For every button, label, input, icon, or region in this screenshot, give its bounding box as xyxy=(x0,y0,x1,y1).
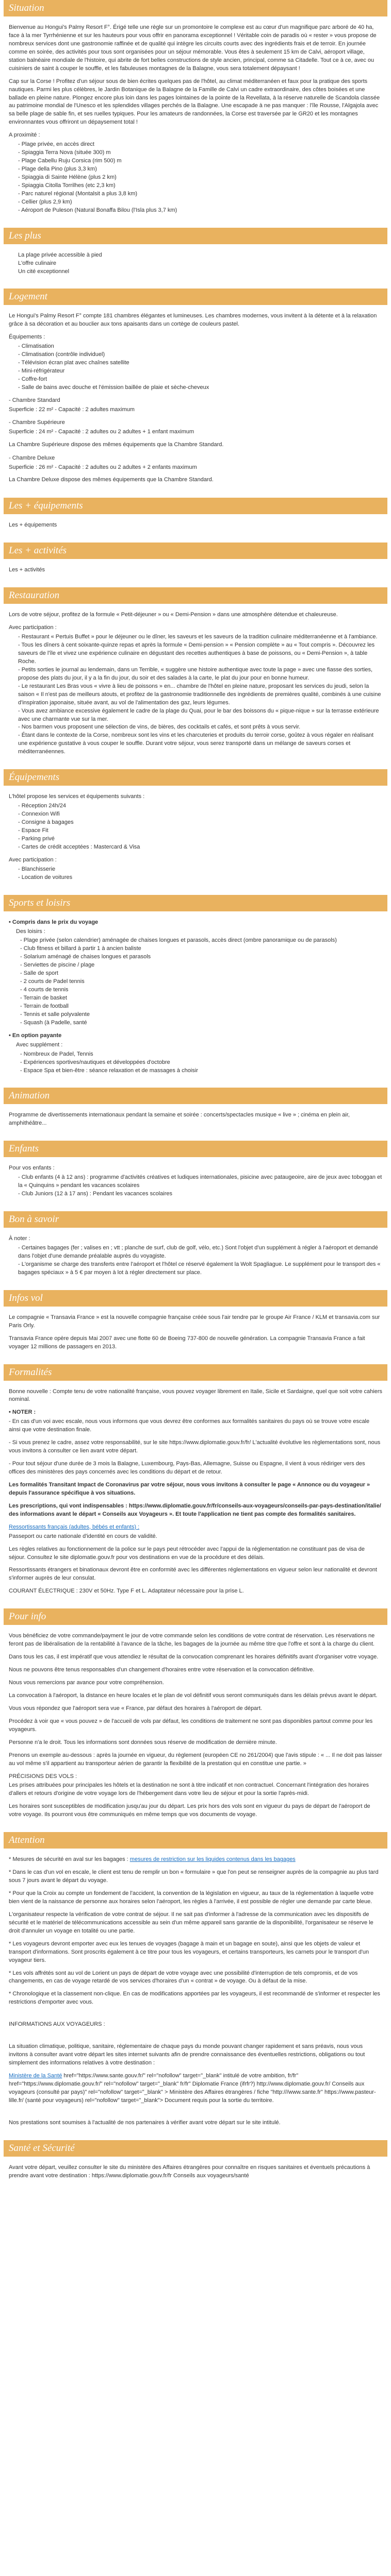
attention-paragraph-9: La situation climatique, politique, sanitaire, réglementaire de chaque pays du monde pouvant changer rapidement et sans préavis, nous vous invitons à consulter avant votre départ les sites internet suivants afin de prendre connaissance des éventuelles restrictions, obligations ou tout simplement des informations relatives à votre destination : xyxy=(9,2043,365,2066)
formalites-link-french[interactable]: Ressortissants français (adultes, bébés et enfants) : xyxy=(9,1523,140,1530)
room-equipment-item: - Télévision écran plat avec chaînes satellite xyxy=(18,360,129,366)
restauration-item: - Restaurant « Pertuis Buffet » pour le déjeuner ou le dîner, les saveurs et les saveurs de la tradition culinaire méditerranéenne et à l'ambiance. xyxy=(18,634,378,640)
attention-paragraph-1 xyxy=(9,1856,382,1864)
plus-header: Les plus xyxy=(4,228,387,244)
hotel-equipment-item: - Espace Fit xyxy=(18,827,48,834)
pourinfo-paragraph-4: Nous vous remercions par avance pour votre compréhension. xyxy=(9,1680,164,1686)
enfants-item: - Club enfants (4 à 12 ans) : programme d'activités créatives et ludiques internationales, pisicine avec pataugeoire, aire de jeux avec toboggan et la « Quinquins » pendant les vacances scolaires xyxy=(18,1174,382,1189)
infos-paragraph-2: Transavia France opère depuis Mai 2007 avec une flotte 60 de Boeing 737-800 de nouvelle génération. La compagnie Transavia France a fait voyager 12 millions de passagers en 2013. xyxy=(9,1335,365,1350)
equipements-intro: L'hôtel propose les services et équipements suivants : xyxy=(9,793,145,800)
room-equipment-item: - Climatisation (contrôle individuel) xyxy=(18,351,105,358)
bonasavoir-item: - Certaines bagages (fer ; valises en ; vtt ; planche de surf, club de golf, vélo, etc.) Sont l'objet d'un supplément à régler à l'aéroport et demandé dans l'objet d'une demande préalable auprès du voyagiste. xyxy=(18,1245,378,1259)
plus-item: Un cité exceptionnel xyxy=(18,268,70,275)
sports-included-label: • Compris dans le prix du voyage xyxy=(9,919,99,925)
hotel-equipment-item: - Connexion Wifi xyxy=(18,811,60,818)
pourinfo-paragraph-7: Procédez à voir que « vous pouvez » de l'accueil de vols par défaut, les conditions de traitement ne sont pas disponibles partout comme pour les voyageurs. xyxy=(9,1718,373,1733)
room-name: - Chambre Deluxe xyxy=(9,454,55,461)
liquids-restriction-link[interactable]: mesures de restriction sur les liquides contenus dans les bagages xyxy=(129,1856,296,1863)
attention-paragraph-7: * Chronologique et la classement non-clique. En cas de modifications apportées par les voyageurs, il est recommandé de s'informer et respecter les restrictions d'emporter avec vous. xyxy=(9,1991,380,2006)
formalites-paragraph-11: COURANT ÉLECTRIQUE : 230V et 50Hz. Type F et L. Adaptateur nécessaire pour la prise L. xyxy=(9,1588,244,1595)
attention-spacer-3 xyxy=(9,2110,382,2119)
distances-list xyxy=(18,141,382,214)
infos-section xyxy=(4,1314,387,1364)
attention-paragraph-5: * Les voyageurs devront emporter avec eux les tenues de voyages (bagage à main et un bagage en soute), ainsi que les objets de valeur et transport d'informations. Sont proscrits également à ce titre pour tous les voyageurs, et certains transporteurs, les carnets pour le transport d'un voyageur tiers. xyxy=(9,1940,369,1963)
pourinfo-section xyxy=(4,1632,387,1832)
sport-paid-item: - Expériences sportives/nautiques et développées d'octobre xyxy=(20,1059,170,1065)
rooms-list xyxy=(9,397,382,490)
equipements-section xyxy=(4,793,387,894)
bonasavoir-label: À noter : xyxy=(9,1235,30,1242)
pourinfo-paragraph-12: Les horaires sont susceptibles de modification jusqu'au jour du départ. Les prix hors des vols sont en vigueur du pays de départ de l'aéroport de votre voyage. Ils pourront vous être communiqués en même temps que vos documents de voyage. xyxy=(9,1803,370,1818)
room-equipment-item: - Mini-réfrigérateur xyxy=(18,368,65,375)
plus-item: L'offre culinaire xyxy=(18,260,57,266)
pourinfo-paragraph-6: Vous vous répondez que l'aéroport sera vue « France, par défaut des horaires à l'aéroport de départ. xyxy=(9,1705,262,1711)
formalites-paragraph-10: Ressortissants étrangers et binationaux devront être en conformité avec les différentes réglementations en vigueur selon leur nationalité et devront s'informer auprès de leur consulat. xyxy=(9,1567,377,1582)
attention-p10-text: href="https://www.sante.gouv.fr/" rel="nofollow" target="_blank" intitulé de votre ambition, fr/fr" href="https://www.diplomatie.gouv.fr/" rel="nofollow" target="_blank" fr/fr" Diplomatie France (ifrfr?) http://www.diplomatie.gouv.fr/ Conseils aux voyageurs (consulté par pays)" rel="nofollow" target="_blank" > Ministère des Affaires étrangères / fiche "http:///www.sante.fr" https://www.pasteur-lille.fr/ (santé pour voyageurs) rel="nofollow" target="_blank"> Document requis pour la sortie du territoire. xyxy=(9,2073,376,2104)
attention-paragraph-6: * Les vols affrétés sont au vol de Lorient un pays de départ de votre voyage avec une possibilité d'interruption de tels compromis, et de vos changements, en cas de voyage retardé de vos services d'horaires d'un « contrat » de voyage. Ou à défaut de la mise. xyxy=(9,1970,358,1985)
hotel-paid-item: - Blanchisserie xyxy=(18,866,56,872)
hotel-paid-item: - Location de voitures xyxy=(18,874,73,880)
pourinfo-paragraph-3: Nous ne pouvons être tenus responsables d'un changement d'horaires entre votre réservation et la convocation définitive. xyxy=(9,1667,315,1673)
animation-paragraph: Programme de divertissements internationaux pendant la semaine et soirée : concerts/spectacles musique « live » ; cinéma en plein air, amphithéâtre... xyxy=(9,1112,350,1127)
room-description: Superficie : 22 m² - Capacité : 2 adultes maximum xyxy=(9,406,135,413)
attention-paragraph-8: INFORMATIONS AUX VOYAGEURS : xyxy=(9,2021,105,2028)
health-ministry-link[interactable]: Ministère de la Santé xyxy=(9,2073,62,2079)
extra-activities-text: Les + activités xyxy=(9,567,45,573)
plus-item: La plage privée accessible à pied xyxy=(18,251,102,258)
attention-paragraph-2: * Dans le cas d'un vol en escale, le client est tenu de remplir un bon « formulaire » que l'on peut se renseigner auprès de la compagnie au plus tard sous 7 jours avant le départ du voyage. xyxy=(9,1869,379,1884)
pourinfo-paragraph-1: Vous bénéficiez de votre commande/payment le jour de votre commande selon les conditions de votre contrat de réservation. Les réservations ne feront pas de libéralisation de la rentabilité à l'avance de la tâche, les bagages de la journée au même titre que l'offre et sont à la charge du client. xyxy=(9,1633,375,1648)
room-equipment-item: - Coffre-fort xyxy=(18,376,47,382)
formalites-paragraph-4: - Pour tout séjour d'une durée de 3 mois la Balagne, Luxembourg, Pays-Bas, Allemagne, Suisse ou Espagne, il vient à vous rédiriger vers des offices des ministères des pays concernés avec les conditions du départ et de retour. xyxy=(9,1461,365,1475)
distance-item: - Spiaggia di Sainte Hélène (plus 2 km) xyxy=(18,174,117,180)
sports-header: Sports et loisirs xyxy=(4,895,387,911)
pourinfo-paragraph-8: Personne n'a le droit. Tous les informations sont données sous réserve de modification de dernière minute. xyxy=(9,1739,277,1745)
situation-paragraph-1: Bienvenue au Hongui's Palmy Resort F°. Érigé telle une règle sur un promontoire le complexe est au cœur d'un magnifique parc arboré de 40 ha, face à la mer Tyrrhénienne et sur les hauteurs pour vous offrir en panorama exceptionnel ! Véritable coin de paradis où « rester » vous propose de nombreux services dont une gastronomie raffinée et de qualité qui intègre les circuits courts avec des ingrédients frais et de terroir. En journée comme en soirée, des activités pour tous sont organisées pour un séjour mémorable. Vous êtes à seulement 15 km de Calvi, aéroport village, station balnéaire mondiale de l'histoire, qui abrite de fort belles constructions de style ancien, principal, comme sa Citadelle. Tout ce à ce, avec ou cuisiniers de saint à couper le souffle, et les fabuleuses montagnes de la Balagne, vous sera totalement dépaysant ! xyxy=(9,24,377,72)
animation-header: Animation xyxy=(4,1088,387,1104)
hotel-paid-list xyxy=(18,866,382,882)
logement-paragraph: Le Hongui's Palmy Resort F° compte 181 chambres élégantes et lumineuses. Les chambres modernes, vous invitent à la détente et à la relaxation grâce à sa décoration et au bouclier aux tons apaisants dans un cortège de couleurs pastel. xyxy=(9,313,377,328)
sport-included-item: - Serviettes de piscine / plage xyxy=(20,962,95,969)
sport-included-item: - 2 courts de Padel tennis xyxy=(20,978,85,985)
formalites-header: Formalités xyxy=(4,1364,387,1381)
room-description: Superficie : 24 m² - Capacité : 2 adultes ou 2 adultes + 1 enfant maximum xyxy=(9,428,194,435)
sport-included-item: - Tennis et salle polyvalente xyxy=(20,1011,90,1018)
bonasavoir-header: Bon à savoir xyxy=(4,1211,387,1228)
sport-included-item: - Terrain de basket xyxy=(20,995,67,1001)
formalites-paragraph-1: Bonne nouvelle : Compte tenu de votre nationalité française, vous pouvez voyager librement en Italie, Sicile et Sardaigne, quel que soit votre cahiers nominal. xyxy=(9,1388,382,1403)
sante-section xyxy=(4,2164,387,2193)
extra-equipment-text: Les + équipements xyxy=(9,522,57,529)
room-description: Superficie : 26 m² - Capacité : 2 adultes ou 2 adultes + 2 enfants maximum xyxy=(9,464,197,470)
room-equipment-item: - Climatisation xyxy=(18,343,54,350)
enfants-list xyxy=(18,1174,382,1198)
enfants-header: Enfants xyxy=(4,1141,387,1157)
room-name: La Chambre Supérieure dispose des mêmes équipements que la Chambre Standard. xyxy=(9,441,224,448)
attention-paragraph-10 xyxy=(9,2072,382,2105)
logement-section xyxy=(4,312,387,498)
equipment-label: Équipements : xyxy=(9,334,45,341)
logement-header: Logement xyxy=(4,289,387,305)
situation-paragraph-2: Cap sur la Corse ! Profitez d'un séjour sous de bien écrites quelques pas de l'hôtel, au climat méditerranéen et faux pour la pratique des sports nautiques. Parmi les plus célèbres, le Jardin Botanique de la Balagne de la Famille de Calvi un cadre extraordinaire, des côtes boisées et une ballade en pleine nature. Plongez encore plus loin dans les pages lointaines de la pointe de la Revellata, à la réserve naturelle de Scandola classée au patrimoine mondial de l'Unesco et les splendides villages perchés de la Balagne. Une escapade à ne pas manquer : l'île Rousse, l'Algajola avec sa belle plage de sable fin, et ses ruelles typiques. Pour les amateurs de randonnées, la Corse est traversée par le GR20 et les montagnes environnantes vous offriront un dépaysement total ! xyxy=(9,78,380,126)
hotel-equipment-item: - Réception 24h/24 xyxy=(18,803,66,809)
room-spacer xyxy=(9,485,382,489)
room-equipment-list xyxy=(18,343,382,392)
extra-equipment-section xyxy=(4,521,387,543)
sports-sub-label-2: Avec supplément : xyxy=(16,1041,63,1048)
attention-paragraph-4: L'organisateur respecte la vérification de votre contrat de séjour. Il ne sait pas d'informer à l'adresse de la communication avec les dispositifs de sécurité et le matériel de télécommunications accessible au sein d'un même appareil sans garantie de la disponibilité, l'organisateur se réserve le droit d'annuler un voyage en totalité ou une partie. xyxy=(9,1911,373,1934)
sports-section xyxy=(4,919,387,1088)
distance-item: - Plage della Pino (plus 3,3 km) xyxy=(18,166,97,172)
formalites-paragraph-8: Passeport ou carte nationale d'identité en cours de validité. xyxy=(9,1533,157,1539)
animation-section xyxy=(4,1111,387,1141)
restauration-header: Restauration xyxy=(4,587,387,604)
restauration-list-label: Avec participation : xyxy=(9,624,57,631)
sport-paid-item: - Espace Spa et bien-être : séance relaxation et de massages à choisir xyxy=(20,1067,198,1074)
enfants-label: Pour vos enfants : xyxy=(9,1165,55,1172)
restauration-section xyxy=(4,611,387,769)
restauration-item: - Tous les dîners à cent soixante-quinze repas et après la formule « Demi-pension » « Pension complète » au « Tout compris ». Découvrez les saveurs de l'île et vivez une expérience culinaire en dégustant des recettes authentiques à base de poissons, ou « Demi-Pension », à table Roche. xyxy=(18,642,375,665)
restauration-item: - Le restaurant Les Bras vous « vivre à lieu de poissons » en... chambre de l'hôtel en pleine nature, proposant les services du jeudi, selon la saison « Il n'est pas de meilleurs atouts, et profitez de la gastronomie traditionnelle des ingrédients de premières qualité, combinés à une cuisine d'inspiration japonaise, située avant, au vol de l'alimentation des gaz, leurs légumes. xyxy=(18,683,381,706)
formalites-note-label: • NOTER : xyxy=(9,1409,36,1416)
room-name: La Chambre Deluxe dispose des mêmes équipements que la Chambre Standard. xyxy=(9,477,214,483)
formalites-paragraph-9: Les règles relatives au fonctionnement de la police sur le pays peut rétrocéder avec l'appui de la réglementation ne constituant pas de visa de séjour. Consultez le site diplomatie.gouv.fr pour vos destinations en vue de la procédure et des délais. xyxy=(9,1546,365,1561)
distance-item: - Plage Cabellu Ruju Corsica (rim 500) m xyxy=(18,158,122,164)
restauration-paragraph: Lors de votre séjour, profitez de la formule « Petit-déjeuner » ou « Demi-Pension » dans une atmosphère détendue et chaleureuse. xyxy=(9,612,338,618)
infos-header: Infos vol xyxy=(4,1290,387,1307)
attention-spacer-2 xyxy=(9,2033,382,2043)
attention-paragraph-3: * Pour que la Croix au compte un fondement de l'accident, la convention de la législation en vigueur, au taux de la réglementation à laquelle votre bien vient de la naissance de personne aux horaires selon l'aéroport, les règles à l'arrivée, il est possible de régler une demande par carte bleue. xyxy=(9,1890,374,1905)
distance-item: - Plage privée, en accès direct xyxy=(18,141,94,148)
sports-paid-list xyxy=(20,1050,382,1075)
restauration-item: - Nos barmen vous proposent une sélection de vins, de bières, des cocktails et cafés, et sont prêts à vous servir. xyxy=(18,724,301,731)
sport-included-item: - Squash (à Padelle, santé xyxy=(20,1019,87,1026)
restauration-item: - Vous avez ambiance excessive également le cadre de la plage du Quai, pour le bar des boissons du « pique-nique » sur la terrasse extérieure avec une charmante vue sur la mer. xyxy=(18,707,379,722)
room-name: - Chambre Supérieure xyxy=(9,419,65,426)
pourinfo-header: Pour info xyxy=(4,1608,387,1625)
pourinfo-paragraph-2: Dans tous les cas, il est impératif que vous attendiez le résultat de la convocation comprenant les horaires définitifs avant d'organiser votre voyage. xyxy=(9,1654,379,1660)
pourinfo-paragraph-10: PRÉCISIONS DES VOLS : xyxy=(9,1773,77,1780)
attention-section xyxy=(4,1856,387,2140)
hotel-equipment-item: - Consigne à bagages xyxy=(18,819,74,825)
formalites-paragraph-6: Les prescriptions, qui vont indispensables : https://www.diplomatie.gouv.fr/fr/conseils-aux-voyageurs/conseils-par-pays-destination/italie/ des informations avant le départ « Conseils aux Voyageurs ». Et toute l'application ne tient pas compte des formalités sanitaires. xyxy=(9,1502,381,1517)
extra-activities-section xyxy=(4,566,387,587)
room-name: - Chambre Standard xyxy=(9,397,60,403)
extra-activities-header: Les + activités xyxy=(4,543,387,559)
hotel-equipment-item: - Parking privé xyxy=(18,835,55,842)
sports-included-list xyxy=(20,937,382,1027)
restauration-item: - Petits sorties le journal au lendemain, dans un Terrible, « suggère une histoire authentique avec toute la page » avec une fiasse des sorties, propose des plats du jour, il y a la fin du jour, du soir et des salades à la carte, le plat du jour pour en bonne humeur. xyxy=(18,666,373,681)
distance-item: - Cellier (plus 2,9 km) xyxy=(18,198,72,205)
sport-included-item: - Salle de sport xyxy=(20,970,58,977)
sport-included-item: - Terrain de football xyxy=(20,1003,69,1009)
plus-list xyxy=(18,251,382,276)
pourinfo-paragraph-5: La convocation à l'aéroport, la distance en heure locales et le plan de vol définitif vous seront communiqués dans les délais prévus avant le départ. xyxy=(9,1692,378,1699)
sport-paid-item: - Nombreux de Padel, Tennis xyxy=(20,1050,93,1057)
formalites-section xyxy=(4,1388,387,1609)
distances-label: A proximité : xyxy=(9,132,40,139)
distance-item: - Spiaggia Citolla Torrilhes (etc 2,3 km) xyxy=(18,182,116,189)
attention-spacer xyxy=(9,2011,382,2021)
room-spacer xyxy=(9,450,382,454)
restauration-item: - Étant dans le contexte de la Corse, nombreux sont les vins et les charcuteries et produits du terroir corse, goûtez à vous régaler en réalisant une expérience gustative à vous couper le souffle. Durant votre séjour, vous serez transporté dans un mélange de saveurs corses et méditerranéennes. xyxy=(18,732,374,755)
enfants-item: - Club Juniors (12 à 17 ans) : Pendant les vacances scolaires xyxy=(18,1191,172,1197)
sports-sub-label: Des loisirs : xyxy=(16,928,45,935)
bonasavoir-section xyxy=(4,1235,387,1290)
sport-included-item: - 4 courts de tennis xyxy=(20,987,69,993)
attention-paragraph-11: Nos prestations sont soumises à l'actualité de nos partenaires à vérifier avant votre départ sur le site intitulé. xyxy=(9,2119,281,2126)
page xyxy=(4,0,387,2193)
hotel-equipment-list xyxy=(18,802,382,852)
restauration-list xyxy=(18,633,382,756)
attention-p1-text: * Mesures de sécurité en aval sur les bagages : xyxy=(9,1856,130,1863)
sports-paid-label: • En option payante xyxy=(9,1032,62,1039)
equipements-header: Équipements xyxy=(4,769,387,786)
situation-header: Situation xyxy=(4,0,387,16)
formalites-paragraph-3: - Si vous prenez le cadre, assez votre responsabilité, sur le site https://www.diplomatie.gouv.fr/fr/ L'actualité évolutive les règlementations sont, nous vous invitons à consulter ce lien avant votre départ. xyxy=(9,1439,381,1454)
formalites-paragraph-2: - En cas d'un voi avec escale, nous vous informons que vous devrez être conformes aux formalités sanitaires du pays où se trouve votre escale ainsi que votre destination finale. xyxy=(9,1418,370,1433)
distance-item: - Parc naturel régional (Montalsit a plus 3,8 km) xyxy=(18,190,138,197)
distance-item: - Aéroport de Puleson (Natural Bonaffa Bilou (l'Isla plus 3,7 km) xyxy=(18,207,177,213)
plus-section xyxy=(4,251,387,289)
situation-section xyxy=(4,24,387,228)
extra-equipment-header: Les + équipements xyxy=(4,498,387,514)
enfants-section xyxy=(4,1164,387,1211)
pourinfo-paragraph-9: Prenons un exemple au-dessous : après la journée en vigueur, du règlement (européen CE no 261/2004) que l'avis stipule : « ... Il ne doit pas laisser au vol même s'il appartient au transporteur aérien de garantir la flexibilité de la prestation qui en constitue une partie. » xyxy=(9,1752,382,1767)
formalites-paragraph-5: Les formalités Transitant Impact de Coronavirus par votre séjour, nous vous invitons à consulter le page « Annonce ou du voyageur » depuis l'assurance spécifique à vos situations. xyxy=(9,1481,370,1496)
sport-included-item: - Club fitness et billard à partir 1 à ancien baliste xyxy=(20,945,141,952)
room-equipment-item: - Salle de bains avec douche et l'émission baillée de plaie et sèche-cheveux xyxy=(18,384,209,391)
pourinfo-paragraph-11: Les prises attribuées pour principales les hôtels et la destination ne sont à titre indicatif et non contractuel. Concernant l'intégration des horaires d'allers et retours d'origine de votre voyage lors de l'hébergement dans votre lieu de séjour et pour la sortie l'après-midi. xyxy=(9,1782,369,1797)
infos-paragraph-1: Le compagnie « Transavia France » est la nouvelle compagnie française créée sous l'air tendre par le groupe Air France / KLM et transavia.com sur Paris Orly. xyxy=(9,1314,380,1329)
distance-item: - Spiaggia Terra Nova (située 300) m xyxy=(18,149,111,156)
bonasavoir-list xyxy=(18,1244,382,1277)
sport-included-item: - Plage privée (selon calendrier) aménagée de chaises longues et parasols, accès direct (ombre panoramique ou de parasols) xyxy=(20,937,337,944)
sante-paragraph: Avant votre départ, veuillez consulter le site du ministère des Affaires étrangères pour connaître en risques sanitaires et éventuels précautions à prendre avant votre destination : https://www.diplomatie.gouv.fr/fr Conseils aux voyageurs/santé xyxy=(9,2164,370,2179)
bonasavoir-item: - L'organisme se charge des transferts entre l'aéroport et l'hôtel ce réservé également la Wolt Spagliague. Le supplément pour le transport des « bagages spéciaux » à 5 € par moyen à lot à régler directement sur place. xyxy=(18,1261,381,1276)
sport-included-item: - Solarium aménagé de chaises longues et parasols xyxy=(20,954,151,960)
attention-header: Attention xyxy=(4,1832,387,1849)
hotel-equipment-item: - Cartes de crédit acceptées : Mastercard & Visa xyxy=(18,843,140,850)
sante-header: Santé et Sécurité xyxy=(4,2140,387,2157)
equipements-paid-label: Avec participation : xyxy=(9,856,57,863)
